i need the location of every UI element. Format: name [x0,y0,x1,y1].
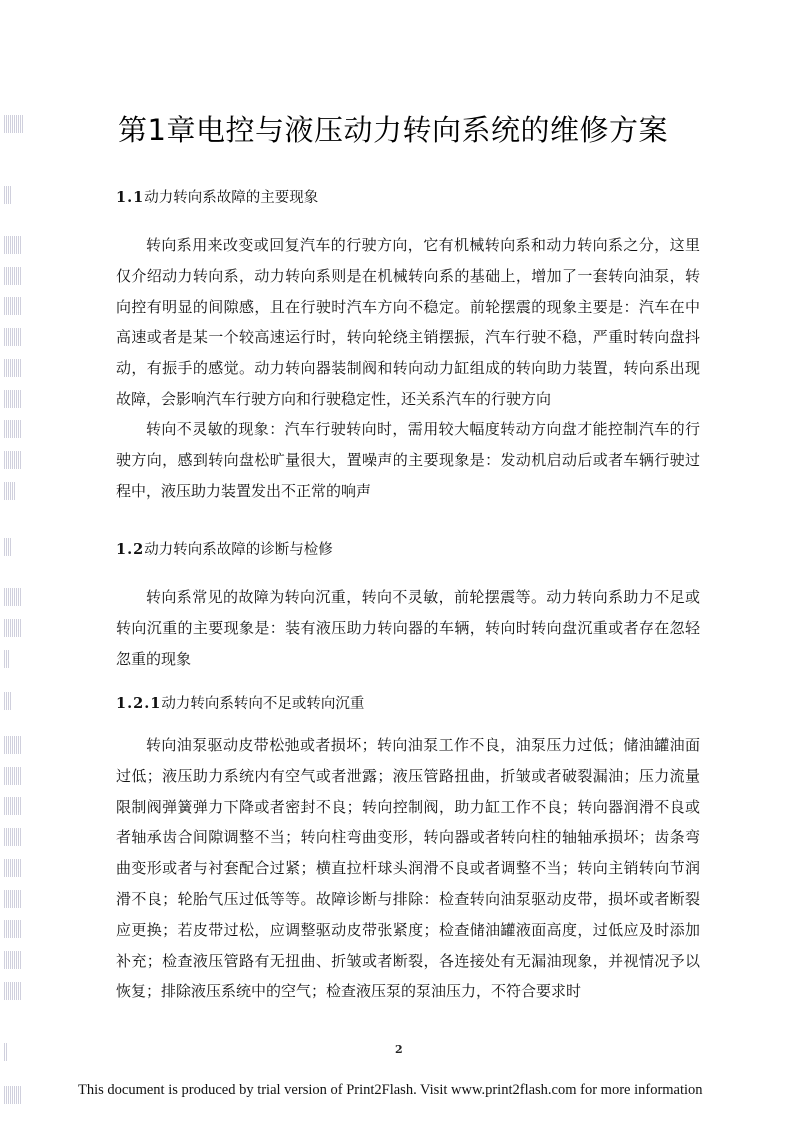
margin-mark [4,451,22,469]
margin-mark [4,920,22,938]
margin-mark [4,890,22,908]
section-heading [116,538,333,559]
body-paragraph: 转向系常见的故障为转向沉重，转向不灵敏，前轮摆震等。动力转向系助力不足或转向沉重的主要现象是：装有液压助力转向器的车辆，转向时转向盘沉重或者存在忽轻忽重的现象 [116,588,700,668]
margin-mark [4,797,22,815]
page-number: 2 [395,1043,403,1056]
margin-mark [4,736,22,754]
margin-mark [4,482,16,500]
margin-mark [4,1086,22,1104]
margin-mark [4,982,22,1000]
margin-mark [4,186,12,204]
trial-footer-note: This document is produced by trial version of Print2Flash. Visit www.print2flash.com for more information [78,1082,703,1098]
body-paragraph: 转向不灵敏的现象：汽车行驶转向时，需用较大幅度转动方向盘才能控制汽车的行驶方向，感到转向盘松旷量很大，置噪声的主要现象是：发动机启动后或者车辆行驶过程中，液压助力装置发出不正常的响声 [116,420,700,500]
margin-mark [4,267,22,285]
section-title: 动力转向系故障的诊断与检修 [144,542,333,558]
body-paragraph: 转向油泵驱动皮带松弛或者损坏；转向油泵工作不良，油泵压力过低；储油罐油面过低；液压助力系统内有空气或者泄露；液压管路扭曲，折皱或者破裂漏油；压力流量限制阀弹簧弹力下降或者密封不良；转向控制阀，助力缸工作不良；转向器润滑不良或者轴承齿合间隙调整不当；转向柱弯曲变形，转向器或者转向柱的轴轴承损坏；齿条弯曲变形或者与衬套配合过紧；横直拉杆球头润滑不良或者调整不当；转向主销转向节润滑不良；轮胎气压过低等等。故障诊断与排除：检查转向油泵驱动皮带，损坏或者断裂应更换；若皮带过松，应调整驱动皮带张紧度；检查储油罐液面高度，过低应及时添加补充；检查液压管路有无扭曲、折皱或者断裂，各连接处有无漏油现象，并视情况予以恢复；排除液压系统中的空气；检查液压泵的泵油压力，不符合要求时 [116,736,700,1001]
section-number: 1.2.1 [116,695,162,712]
margin-mark [4,236,22,254]
margin-mark [4,420,22,438]
body-paragraph: 转向系用来改变或回复汽车的行驶方向，它有机械转向系和动力转向系之分，这里仅介绍动力转向系，动力转向系则是在机械转向系的基础上，增加了一套转向油泵，转向控有明显的间隙感，且在行驶时汽车方向不稳定。前轮摆震的现象主要是：汽车在中高速或者是某一个较高速运行时，转向轮绕主销摆振，汽车行驶不稳，严重时转向盘抖动，有振手的感觉。动力转向器装制阀和转向动力缸组成的转向助力装置，转向系出现故障，会影响汽车行驶方向和行驶稳定性，还关系汽车的行驶方向 [116,236,700,408]
margin-mark [4,619,22,637]
section-number: 1.1 [116,189,145,206]
chapter-title: 第1章电控与液压动力转向系统的维修方案 [118,113,668,147]
margin-mark [4,951,22,969]
margin-mark [4,115,24,133]
section-heading [116,186,318,207]
margin-mark [4,828,22,846]
margin-mark [4,328,22,346]
section-title: 动力转向系转向不足或转向沉重 [161,696,365,712]
section-heading [116,692,364,713]
margin-mark [4,297,22,315]
section-title: 动力转向系故障的主要现象 [144,190,319,206]
margin-mark [4,859,22,877]
margin-mark [4,692,12,710]
margin-mark [4,767,22,785]
margin-mark [4,650,10,668]
margin-mark [4,359,22,377]
section-number: 1.2 [116,541,145,558]
margin-mark [4,390,22,408]
margin-mark [4,588,22,606]
margin-mark [4,1043,8,1061]
margin-mark [4,538,12,556]
